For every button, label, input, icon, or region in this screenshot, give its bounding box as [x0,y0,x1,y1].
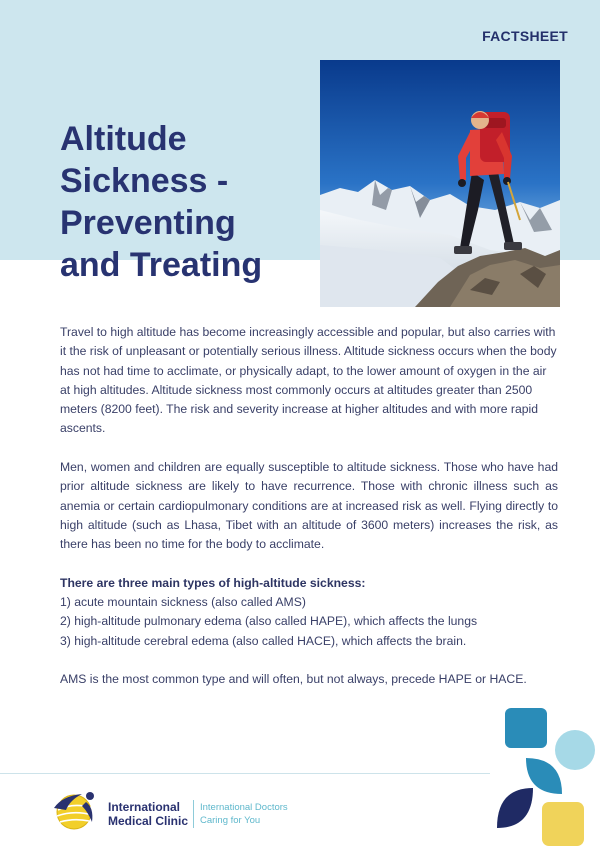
decor-leaf-navy [497,788,533,828]
clinic-brand-name [108,800,188,828]
tagline-line: Caring for You [200,815,261,826]
types-list [60,593,558,651]
footer-divider [0,773,490,774]
article-body [60,323,558,709]
brand-line: Medical Clinic [108,814,189,828]
page-title [60,118,310,286]
title-line: Sickness - [60,162,229,200]
title-line: Altitude [60,120,187,158]
clinic-tagline [200,801,288,827]
types-heading: There are three main types of high-altitude sickness: [60,575,366,590]
title-line: and Treating [60,246,263,284]
title-line: Preventing [60,204,236,242]
decor-square-teal [505,708,547,748]
list-item: 2) high-altitude pulmonary edema (also called HAPE), which affects the lungs [60,614,478,629]
types-section [60,574,558,651]
mountaineer-photo-illustration [320,60,560,307]
intro-paragraph: Travel to high altitude has become increasingly accessible and popular, but also carries with it the risk of unpleasant or potentially serious illness. Altitude sickness occurs when the body has not had time to acclimate, or physically adapt, to the lower amount of oxygen in the air at high altitudes. Altitude sickness most commonly occurs at altitudes greater than 2500 meters (8200 feet). The risk and severity increase at higher altitudes and with more rapid ascents. [60,325,557,436]
logo-divider [193,800,194,828]
factsheet-label: FACTSHEET [482,28,568,44]
hero-photo [320,60,560,307]
list-item: 3) high-altitude cerebral edema (also called HACE), which affects the brain. [60,633,467,648]
tagline-line: International Doctors [200,802,288,813]
brand-line: International [108,800,181,814]
list-item: 1) acute mountain sickness (also called AMS) [60,595,306,610]
susceptibility-paragraph: Men, women and children are equally susceptible to altitude sickness. Those who have had prior altitude sickness are likely to have recurrence. Those with chronic illness such as anemia or certain cardiopulmonary conditions are at increased risk as well. Flying directly to high altitude (such as Lhasa, Tibet with an altitude of 3600 meters) increases the risk, as there has been no time for the body to acclimate. [60,460,558,552]
ams-paragraph: AMS is the most common type and will often, but not always, precede HAPE or HACE. [60,672,527,687]
clinic-logo-icon [52,788,100,832]
decor-square-yellow [542,802,584,846]
